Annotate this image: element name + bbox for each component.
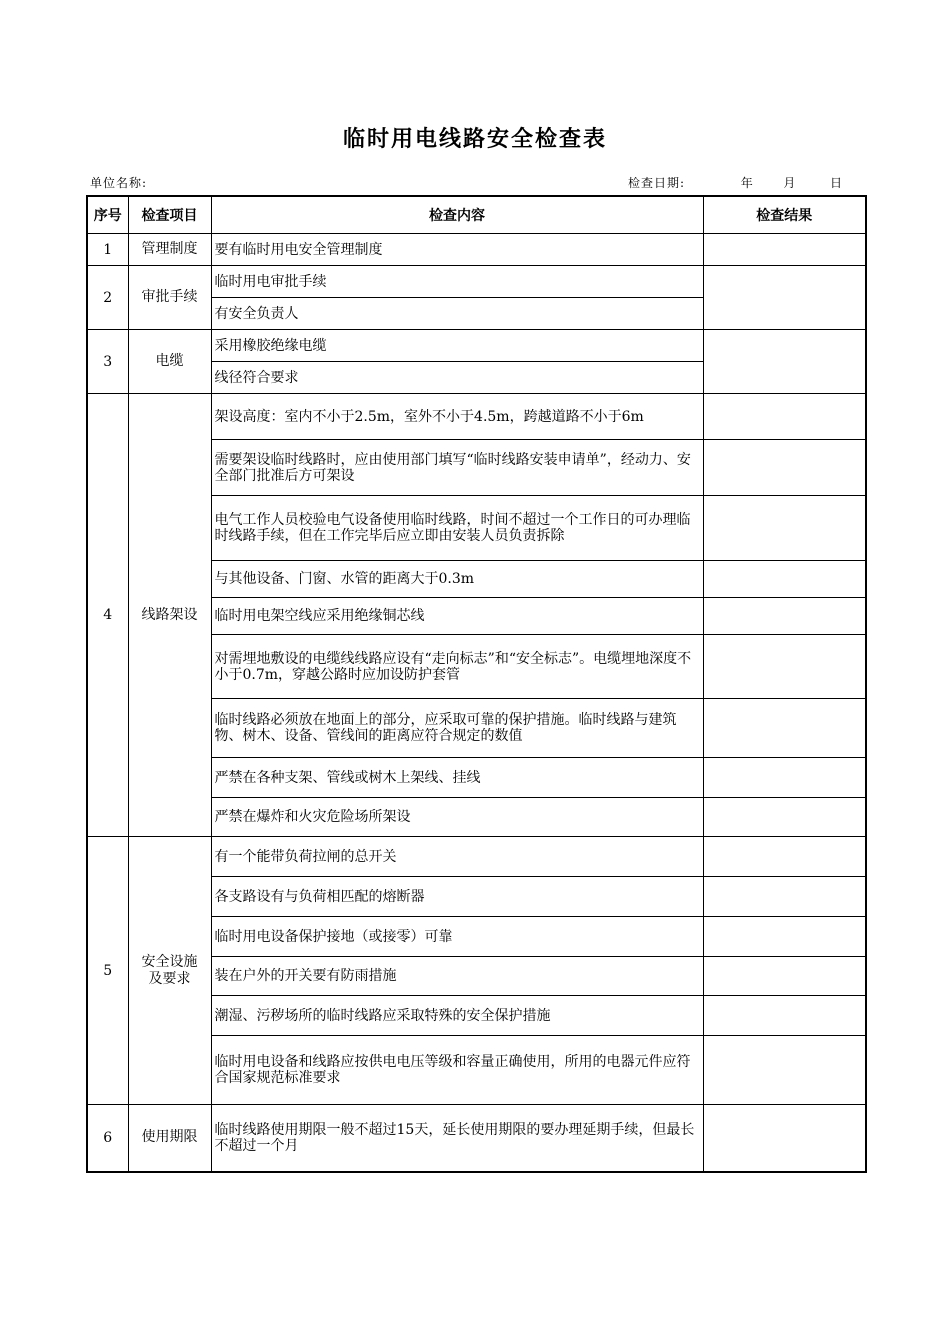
check-item: 使用期限 bbox=[128, 1105, 211, 1172]
check-result-cell[interactable] bbox=[703, 330, 866, 394]
check-content: 线径符合要求 bbox=[211, 362, 703, 394]
table-header-row bbox=[87, 196, 866, 234]
check-item: 线路架设 bbox=[128, 394, 211, 837]
header-result: 检查结果 bbox=[703, 196, 866, 234]
check-item: 管理制度 bbox=[128, 234, 211, 266]
check-content: 与其他设备、门窗、水管的距离大于0.3m bbox=[211, 561, 703, 598]
check-content: 各支路设有与负荷相匹配的熔断器 bbox=[211, 877, 703, 917]
row-number: 6 bbox=[87, 1105, 128, 1172]
page-title: 临时用电线路安全检查表 bbox=[342, 127, 607, 152]
check-content: 临时线路必须放在地面上的部分，应采取可靠的保护措施。临时线路与建筑物、树木、设备、管线间的距离应符合规定的数值 bbox=[211, 699, 703, 758]
check-result-cell[interactable] bbox=[703, 877, 866, 917]
table-row bbox=[87, 837, 866, 877]
date-year: 年 bbox=[740, 176, 754, 190]
check-content: 有一个能带负荷拉闸的总开关 bbox=[211, 837, 703, 877]
check-item: 审批手续 bbox=[128, 266, 211, 330]
check-content: 要有临时用电安全管理制度 bbox=[211, 234, 703, 266]
table-row bbox=[87, 234, 866, 266]
check-content: 架设高度：室内不小于2.5m，室外不小于4.5m，跨越道路不小于6m bbox=[211, 394, 703, 440]
header-content: 检查内容 bbox=[211, 196, 703, 234]
table-row bbox=[87, 1105, 866, 1172]
row-number: 2 bbox=[87, 266, 128, 330]
check-result-cell[interactable] bbox=[703, 1036, 866, 1105]
header-no: 序号 bbox=[87, 196, 128, 234]
check-content: 严禁在各种支架、管线或树木上架线、挂线 bbox=[211, 758, 703, 798]
row-number: 4 bbox=[87, 394, 128, 837]
row-number: 5 bbox=[87, 837, 128, 1105]
check-result-cell[interactable] bbox=[703, 394, 866, 440]
check-item-line: 安全设施 bbox=[141, 953, 198, 970]
check-date-label bbox=[628, 174, 843, 191]
check-content: 采用橡胶绝缘电缆 bbox=[211, 330, 703, 362]
check-result-cell[interactable] bbox=[703, 758, 866, 798]
check-content: 装在户外的开关要有防雨措施 bbox=[211, 957, 703, 996]
check-result-cell[interactable] bbox=[703, 598, 866, 635]
date-label-text: 检查日期: bbox=[628, 176, 686, 190]
check-result-cell[interactable] bbox=[703, 266, 866, 330]
check-result-cell[interactable] bbox=[703, 496, 866, 561]
check-content: 临时用电架空线应采用绝缘铜芯线 bbox=[211, 598, 703, 635]
check-result-cell[interactable] bbox=[703, 234, 866, 266]
check-result-cell[interactable] bbox=[703, 798, 866, 837]
header-item: 检查项目 bbox=[128, 196, 211, 234]
inspection-table bbox=[86, 195, 867, 1173]
check-item bbox=[128, 837, 211, 1105]
check-content: 临时用电设备保护接地（或接零）可靠 bbox=[211, 917, 703, 957]
check-result-cell[interactable] bbox=[703, 957, 866, 996]
check-content: 对需埋地敷设的电缆线线路应设有“走向标志”和“安全标志”。电缆埋地深度不小于0.7m，穿越公路时应加设防护套管 bbox=[211, 635, 703, 699]
check-content: 潮湿、污秽场所的临时线路应采取特殊的安全保护措施 bbox=[211, 996, 703, 1036]
table-row bbox=[87, 330, 866, 362]
row-number: 3 bbox=[87, 330, 128, 394]
check-item: 电缆 bbox=[128, 330, 211, 394]
check-result-cell[interactable] bbox=[703, 837, 866, 877]
row-number: 1 bbox=[87, 234, 128, 266]
check-content: 临时用电设备和线路应按供电电压等级和容量正确使用，所用的电器元件应符合国家规范标准要求 bbox=[211, 1036, 703, 1105]
check-content: 电气工作人员校验电气设备使用临时线路，时间不超过一个工作日的可办理临时线路手续，但在工作完毕后应立即由安装人员负责拆除 bbox=[211, 496, 703, 561]
check-result-cell[interactable] bbox=[703, 699, 866, 758]
check-result-cell[interactable] bbox=[703, 635, 866, 699]
check-result-cell[interactable] bbox=[703, 440, 866, 496]
check-result-cell[interactable] bbox=[703, 917, 866, 957]
check-content: 临时线路使用期限一般不超过15天，延长使用期限的要办理延期手续，但最长不超过一个月 bbox=[211, 1105, 703, 1172]
check-content: 需要架设临时线路时，应由使用部门填写“临时线路安装申请单”，经动力、安全部门批准后方可架设 bbox=[211, 440, 703, 496]
check-content: 严禁在爆炸和火灾危险场所架设 bbox=[211, 798, 703, 837]
check-result-cell[interactable] bbox=[703, 1105, 866, 1172]
check-result-cell[interactable] bbox=[703, 561, 866, 598]
check-result-cell[interactable] bbox=[703, 996, 866, 1036]
check-content: 有安全负责人 bbox=[211, 298, 703, 330]
check-content: 临时用电审批手续 bbox=[211, 266, 703, 298]
date-month: 月 bbox=[783, 176, 797, 190]
date-day: 日 bbox=[830, 176, 844, 190]
table-row bbox=[87, 266, 866, 298]
unit-name-label: 单位名称: bbox=[90, 176, 148, 190]
check-item-line: 及要求 bbox=[148, 970, 191, 987]
table-row bbox=[87, 394, 866, 440]
